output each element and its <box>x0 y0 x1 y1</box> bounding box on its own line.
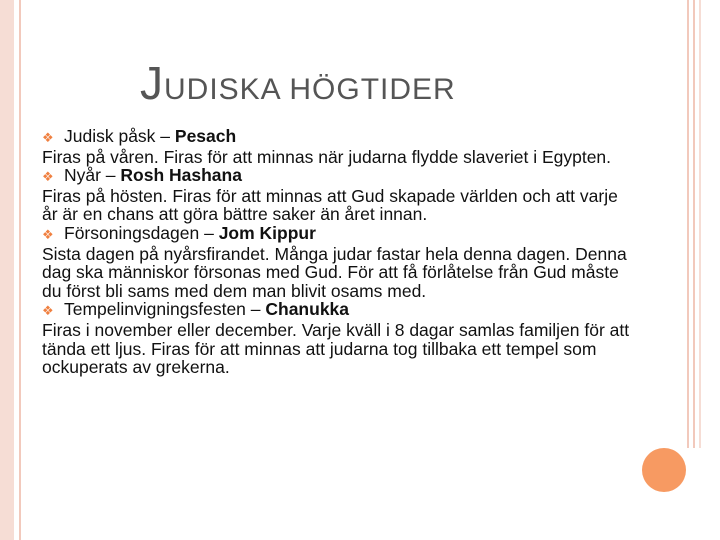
holiday-heading <box>42 224 632 245</box>
heading-bold: Pesach <box>174 126 237 146</box>
holiday-text: Sista dagen på nyårsfirandet. Många judar fastar hela denna dagen. Denna dag ska människor försonas med Gud. För att få förlåtelse från Gud måste du först bli sams med dem man blivit osams med. <box>42 243 627 301</box>
content-body <box>42 127 632 377</box>
holiday-heading <box>42 166 632 187</box>
frame-left-line <box>19 0 21 540</box>
diamond-bullet-icon: ❖ <box>42 169 54 185</box>
diamond-bullet-icon: ❖ <box>42 130 54 145</box>
title-initial: J <box>140 57 164 109</box>
holiday-item <box>42 300 632 376</box>
diamond-bullet-icon: ❖ <box>42 226 54 242</box>
heading-bold: Jom Kippur <box>218 222 316 243</box>
heading-plain: Tempelinvigningsfesten – <box>64 299 266 320</box>
holiday-heading <box>42 300 632 321</box>
diamond-bullet-icon: ❖ <box>42 303 54 319</box>
heading-bold: Chanukka <box>265 299 350 320</box>
heading-plain: Försoningsdagen – <box>64 222 219 243</box>
frame-right-line <box>699 0 701 448</box>
heading-bold: Rosh Hashana <box>120 165 242 186</box>
frame-left-border <box>0 0 14 540</box>
holiday-item <box>42 166 632 224</box>
accent-circle <box>642 448 686 492</box>
holiday-text: Firas på våren. Firas för att minnas när judarna flydde slaveriet i Egypten. <box>42 146 612 167</box>
holiday-heading <box>42 127 632 148</box>
holiday-text: Firas i november eller december. Varje kväll i 8 dagar samlas familjen för att tända ett ljus. Firas för att minnas att judarna tog tillbaka ett tempel som ockuperats av grekerna. <box>42 319 630 378</box>
frame-right-line <box>687 0 689 448</box>
holiday-text: Firas på hösten. Firas för att minnas att Gud skapade världen och att varje år är en chans att göra bättre saker än året innan. <box>42 185 618 225</box>
title-rest: UDISKA HÖGTIDER <box>164 73 456 106</box>
heading-plain: Nyår – <box>64 165 121 186</box>
holiday-item <box>42 224 632 300</box>
heading-plain: Judisk påsk – <box>64 126 175 146</box>
holiday-item <box>42 127 632 166</box>
frame-right-line <box>693 0 695 448</box>
slide-title <box>140 56 456 110</box>
